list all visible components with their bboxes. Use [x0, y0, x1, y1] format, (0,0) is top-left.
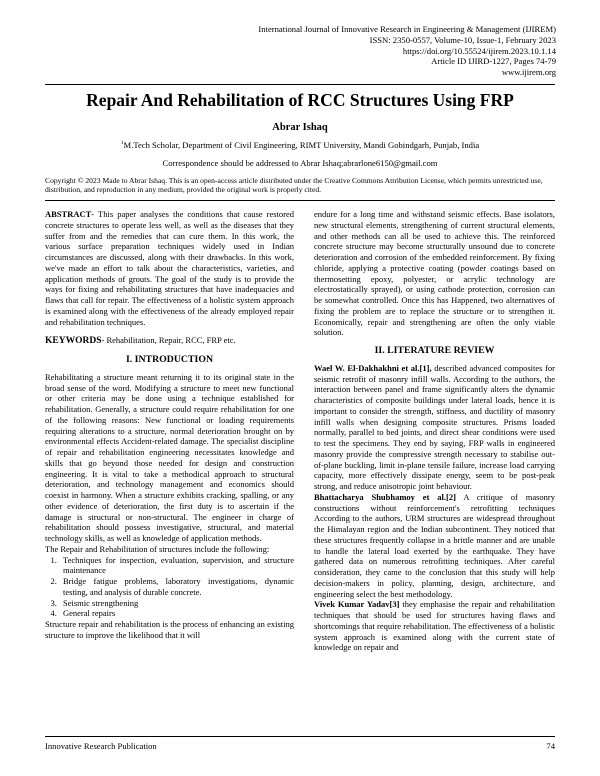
website-link[interactable]: www.ijirem.org: [501, 67, 556, 78]
list-item: 4. General repairs: [59, 608, 294, 619]
page-number: 74: [546, 741, 555, 751]
journal-name: International Journal of Innovative Research in Engineering & Management (IJIREM): [258, 24, 556, 34]
article-id: Article ID IJIRD-1227, Pages 74-79: [431, 56, 556, 67]
review-author-2: Bhattacharya Shubhamoy et al.[2]: [314, 491, 456, 502]
left-column: [45, 209, 294, 641]
list-item: 1. Techniques for inspection, evaluation, supervision, and structure maintenance: [59, 555, 294, 577]
correspondence: Correspondence should be addressed to Abrar Ishaq;abrarlone6150@gmail.com: [162, 158, 438, 168]
intro-list: [45, 555, 294, 620]
intro-continuation: endure for a long time and withstand seismic effects. Base isolators, new structural elements, strengthening of current structural elements, and other methods can all be used to achieve this. The reinforced concrete structure may become structurally unsound due to concrete deterioration and corrosion of the embedded reinforcement. By fixing chloride, applying a protective coating (powder coatings based on thermosetting epoxy, polyester, or acrylic technology are electrostatically sprayed), or using cathode protection, corrosion can be somewhat controlled. Once this has Happened, two alternatives of fixing the problem are to replace the structure or to strengthen it. Economically, repair and strengthening are often the only viable solution.: [314, 209, 555, 338]
author-affiliation: [0, 140, 600, 150]
right-column: [314, 209, 555, 653]
copyright-notice: Copyright © 2023 Made to Abrar Ishaq. This is an open-access article distributed under the Creative Commons Attribution License, which permits unrestricted use, distribution, and reproduction in any medium, provided the original work is properly cited.: [45, 176, 543, 195]
affiliation-marker: 1: [120, 140, 124, 147]
doi-link[interactable]: https://doi.org/10.55524/ijirem.2023.10.1.14: [402, 45, 556, 56]
paper-title: Repair And Rehabilitation of RCC Structures Using FRP: [86, 90, 514, 110]
review-text-3: they emphasise the repair and rehabilitation techniques that should be used for structures having flaws and shortcomings that require rehabilitation. The effectiveness of a holistic system approach is examined along with the current state of knowledge on repair and: [314, 599, 555, 653]
list-item: 2. Bridge fatigue problems, laboratory investigations, dynamic testing, and analysis of durable concrete.: [59, 576, 294, 598]
footer-rule: [45, 736, 555, 737]
author-name: Abrar Ishaq: [272, 122, 328, 133]
journal-header: [258, 24, 556, 78]
review-author-1: Wael W. El-Dakhakhni et al.[1],: [314, 362, 432, 373]
affiliation-text: M.Tech Scholar, Department of Civil Engineering, RIMT University, Mandi Gobindgarh, Punjab, India: [123, 140, 480, 150]
review-entry-3: [314, 599, 555, 653]
copyright-rule: [45, 200, 555, 201]
intro-paragraph-1: Rehabilitating a structure meant returning it to its original state in the broad sense of the word. Modifying a structure to meet new functional or other criteria may be done using a technique established for rehabilitation. Generally, a structure could require rehabilitation for one of the following reasons: New functional or loading requirements requiring alterations to a structure, normal deterioration brought on by environmental effects Accident-related damage. The specialist discipline of repair and rehabilitation engineering necessitates knowledge and skills that go beyond those needed for design and construction engineering. It is vital to take a methodical approach to structural deterioration, and technology management and economics should coexist in harmony. When a structure exhibits cracking, spalling, or any other evidence of deterioration, the first duty is to ascertain if the damage is structural or non-structural. The engineer in charge of rehabilitation should possess investigative, structural, and material technology skills, as well as knowledge of application methods.: [45, 371, 294, 543]
abstract: [45, 209, 294, 327]
review-entry-2: [314, 492, 555, 600]
footer-publisher: Innovative Research Publication: [45, 741, 157, 751]
keywords: [45, 335, 294, 347]
review-entry-1: [314, 363, 555, 492]
review-text-2: A critique of masonry constructions without reinforcement's retrofitting techniques According to the authors, URM structures are widespread throughout the Himalayan region and the Indian subcontinent. They noticed that these structures frequently collapse in a brittle manner and are unable to handle the lateral load exerted by the earthquake. They have gathered data on numerous retrofitting techniques. After careful consideration, they came to the conclusion that this study will help decision-makers in policy, planning, design, architecture, and engineering select the best methodology.: [314, 491, 555, 599]
keywords-label: KEYWORDS: [45, 336, 102, 347]
list-item: 3. Seismic strengthening: [59, 598, 294, 609]
issn: ISSN: 2350-0557, Volume-10, Issue-1, February 2023: [369, 34, 556, 45]
review-text-1: described advanced composites for seismic retrofit of masonry infill walls. According to the authors, the interaction between panel and frame significantly alters the dynamic characteristics of composite buildings under lateral loads, hence it is important to consider the strength, stiffness, and ductility of masonry infill walls when designing composite structures. Prisms loaded normally, parallel to bed joints, and direct shear conditions were used to test the specimens. They end by saying, FRP walls in engineered masonry provide the compressive strength necessary to stabilise out-of-plane buckling, limit in-plane tensile failure, increase load carrying capacity, more effectively dissipate energy, seem to be post-peak strong, and reduce anisotropic joint behaviour.: [314, 362, 555, 491]
section-heading-introduction: I. INTRODUCTION: [125, 354, 214, 365]
abstract-text: - This paper analyses the conditions that cause restored concrete structures to operate less well, as well as the diseases that they suffer from and the remedies that can cure them. In this work, the various surface preparation techniques widely used in Indian circumstances are discussed, along with their drawbacks. In this work, we've made an effort to talk about the characteristics, varieties, and application methods of grouts. The goal of the study is to provide the ways for fixing and rehabilitating structures that have inadequacies and flaws that call for repair. The effectiveness of a holistic system approach is examined along with the effectiveness of the already employed repair and rehabilitation techniques.: [45, 209, 294, 327]
intro-paragraph-3: Structure repair and rehabilitation is the process of enhancing an existing structure to improve the likelihood that it will: [45, 619, 294, 640]
review-author-3: Vivek Kumar Yadav[3]: [314, 599, 400, 610]
header-rule: [45, 84, 555, 85]
intro-paragraph-2: The Repair and Rehabilitation of structures include the following:: [45, 543, 270, 554]
section-heading-literature-review: II. LITERATURE REVIEW: [374, 345, 495, 356]
keywords-text: - Rehabilitation, Repair, RCC, FRP etc.: [101, 335, 236, 346]
abstract-label: ABSTRACT: [45, 209, 92, 219]
